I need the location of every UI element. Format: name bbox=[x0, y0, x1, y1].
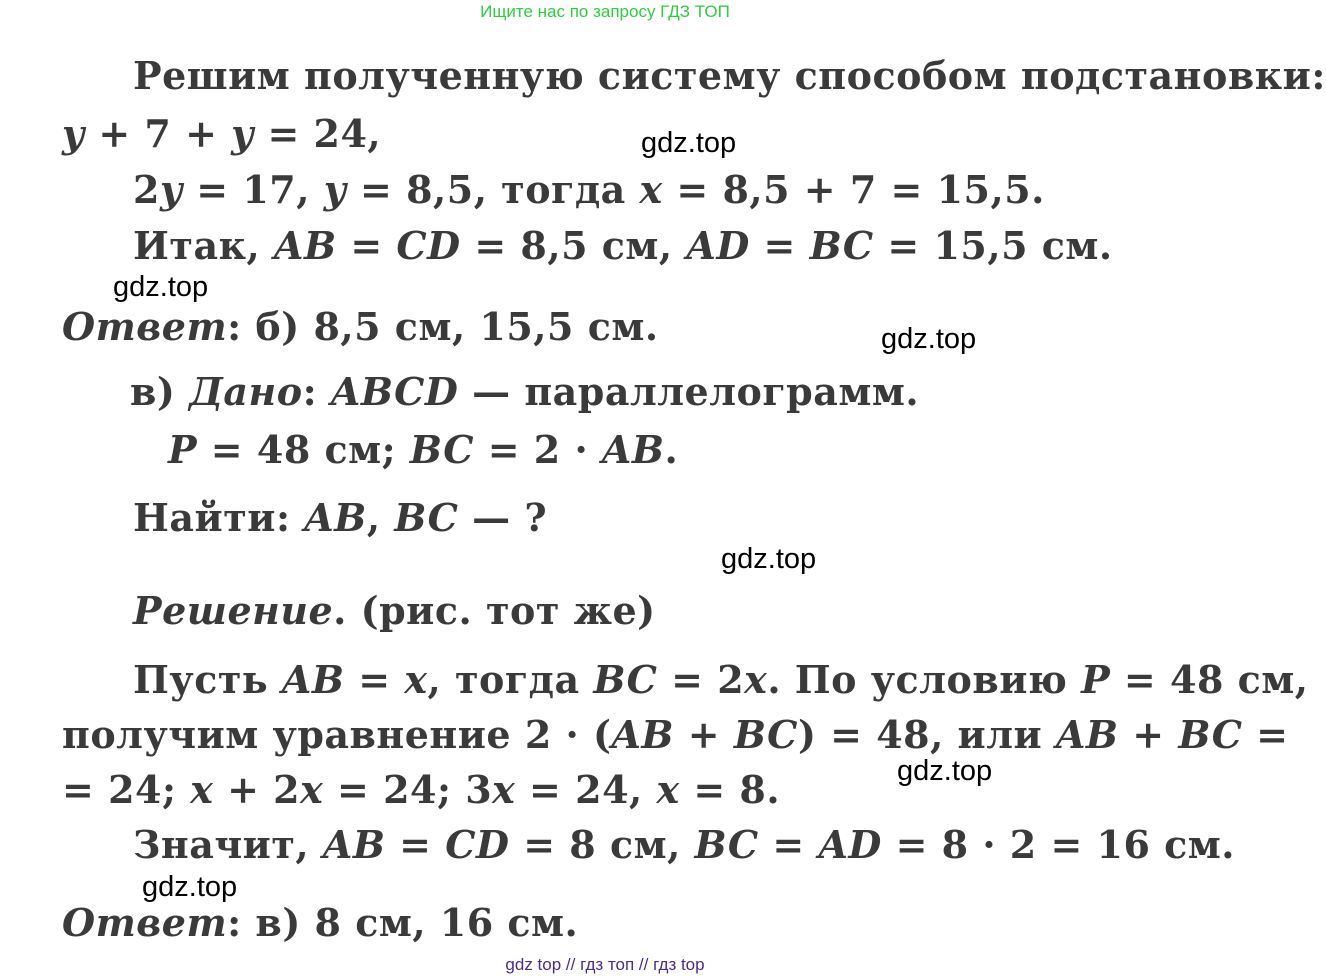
line-text-segment: AD bbox=[818, 822, 882, 867]
line-text-segment: = 8 см, bbox=[509, 822, 695, 867]
line-text-segment: P bbox=[168, 427, 198, 472]
line-text-segment: x bbox=[492, 767, 516, 812]
line-conditions bbox=[168, 427, 679, 472]
line-text-segment: CD bbox=[445, 822, 510, 867]
line-text-segment: получим уравнение 2 · ( bbox=[62, 712, 612, 757]
line-text-segment: Значит, bbox=[133, 822, 323, 867]
line-text-segment: Дано bbox=[189, 369, 303, 414]
line-text-segment: . (рис. тот же) bbox=[333, 588, 656, 633]
line-text-segment: = bbox=[758, 822, 819, 867]
line-text-segment: = bbox=[344, 657, 405, 702]
line-text-segment: BC bbox=[394, 495, 459, 540]
watermark: gdz.top bbox=[897, 755, 993, 787]
watermark: gdz.top bbox=[641, 127, 737, 159]
line-let bbox=[133, 657, 1309, 702]
line-text-segment: x bbox=[656, 767, 680, 812]
line-text-segment: x bbox=[744, 657, 768, 702]
line-text-segment: ) = 48, или bbox=[797, 712, 1056, 757]
line-text-segment: = 8,5 + 7 = 15,5. bbox=[662, 167, 1045, 212]
line-text-segment: = bbox=[336, 223, 397, 268]
line-text-segment: BC bbox=[593, 657, 658, 702]
line-text-segment: Ответ bbox=[62, 304, 228, 349]
line-text-segment: AB bbox=[1055, 712, 1119, 757]
line-text-segment: = 8 · 2 = 16 см. bbox=[881, 822, 1236, 867]
line-text-segment: Ответ bbox=[62, 900, 228, 945]
line-text-segment: : б) 8,5 см, 15,5 см. bbox=[227, 304, 659, 349]
line-text-segment: Пусть bbox=[133, 657, 282, 702]
line-text-segment: AB bbox=[281, 657, 345, 702]
line-text-segment: x bbox=[300, 767, 324, 812]
line-4 bbox=[133, 223, 1113, 268]
line-text-segment: AB bbox=[322, 822, 386, 867]
line-text-segment: = 48 см; bbox=[197, 427, 410, 472]
line-text-segment: = 24, bbox=[515, 767, 657, 812]
line-text-segment: y bbox=[159, 167, 183, 212]
line-text-segment: = 8. bbox=[679, 767, 781, 812]
watermark: gdz.top bbox=[142, 871, 238, 903]
line-text-segment: Решим полученную систему способом подстановки: bbox=[133, 53, 1326, 98]
line-text-segment: + 2 bbox=[213, 767, 301, 812]
line-text-segment: CD bbox=[396, 223, 461, 268]
line-text-segment: y bbox=[323, 167, 347, 212]
line-text-segment: BC bbox=[409, 427, 474, 472]
line-therefore bbox=[133, 822, 1236, 867]
line-text-segment: y bbox=[231, 111, 254, 156]
watermark: gdz.top bbox=[721, 543, 817, 575]
line-text-segment: = 2 bbox=[657, 657, 745, 702]
line-text-segment: BC bbox=[809, 223, 874, 268]
line-solve bbox=[62, 767, 781, 812]
line-text-segment: P bbox=[1081, 657, 1111, 702]
line-text-segment: в) bbox=[130, 369, 190, 414]
line-text-segment: , bbox=[366, 495, 395, 540]
line-text-segment: x bbox=[404, 657, 428, 702]
line-text-segment: AB bbox=[601, 427, 665, 472]
line-2 bbox=[62, 111, 382, 156]
line-text-segment: Решение bbox=[133, 588, 334, 633]
line-text-segment: : bbox=[302, 369, 331, 414]
line-text-segment: x bbox=[639, 167, 663, 212]
line-text-segment: = 24; bbox=[62, 767, 191, 812]
line-text-segment: + bbox=[1118, 712, 1179, 757]
line-text-segment: ABCD bbox=[330, 369, 459, 414]
line-text-segment: = 24; 3 bbox=[323, 767, 493, 812]
line-text-segment: AD bbox=[686, 223, 750, 268]
line-text-segment: AB bbox=[273, 223, 337, 268]
line-text-segment: 2 bbox=[133, 167, 160, 212]
line-text-segment: = 15,5 см. bbox=[873, 223, 1113, 268]
line-text-segment: BC bbox=[694, 822, 759, 867]
line-text-segment: = 48 см, bbox=[1110, 657, 1309, 702]
line-text-segment: + 7 + bbox=[84, 111, 232, 156]
line-answer-v bbox=[62, 900, 579, 945]
line-find bbox=[133, 495, 548, 540]
line-equation bbox=[62, 712, 1289, 757]
line-text-segment: Найти: bbox=[133, 495, 305, 540]
line-text-segment: + bbox=[674, 712, 734, 757]
line-text-segment: = 8,5, тогда bbox=[346, 167, 640, 212]
line-answer-b bbox=[62, 304, 659, 349]
line-text-segment: = 2 · bbox=[473, 427, 602, 472]
line-text-segment: = 17, bbox=[182, 167, 324, 212]
line-text-segment: BC bbox=[1178, 712, 1243, 757]
line-text-segment: = 24, bbox=[253, 111, 382, 156]
line-text-segment: = 8,5 см, bbox=[460, 223, 687, 268]
line-text-segment: = bbox=[749, 223, 810, 268]
top-banner[interactable]: Ищите нас по запросу ГДЗ ТОП bbox=[480, 2, 730, 21]
line-given bbox=[130, 369, 920, 414]
line-text-segment: : в) 8 см, 16 см. bbox=[227, 900, 579, 945]
line-solution bbox=[133, 588, 656, 633]
line-text-segment: — параллелограмм. bbox=[458, 369, 920, 414]
line-text-segment: AB bbox=[304, 495, 367, 540]
line-text-segment: — ? bbox=[458, 495, 548, 540]
line-text-segment: Итак, bbox=[133, 223, 274, 268]
line-text-segment: AB bbox=[611, 712, 675, 757]
line-text-segment: . По условию bbox=[767, 657, 1082, 702]
line-text-segment: BC bbox=[733, 712, 798, 757]
line-text-segment: x bbox=[190, 767, 214, 812]
line-text-segment: . bbox=[664, 427, 679, 472]
line-text-segment: , тогда bbox=[427, 657, 594, 702]
line-1 bbox=[133, 53, 1326, 98]
line-text-segment: = bbox=[1242, 712, 1289, 757]
line-text-segment: y bbox=[62, 111, 85, 156]
line-text-segment: = bbox=[385, 822, 446, 867]
watermark: gdz.top bbox=[881, 323, 977, 355]
watermark: gdz.top bbox=[113, 271, 209, 303]
footer-links[interactable]: gdz top // гдз топ // гдз top bbox=[505, 955, 705, 974]
line-3 bbox=[133, 167, 1045, 212]
